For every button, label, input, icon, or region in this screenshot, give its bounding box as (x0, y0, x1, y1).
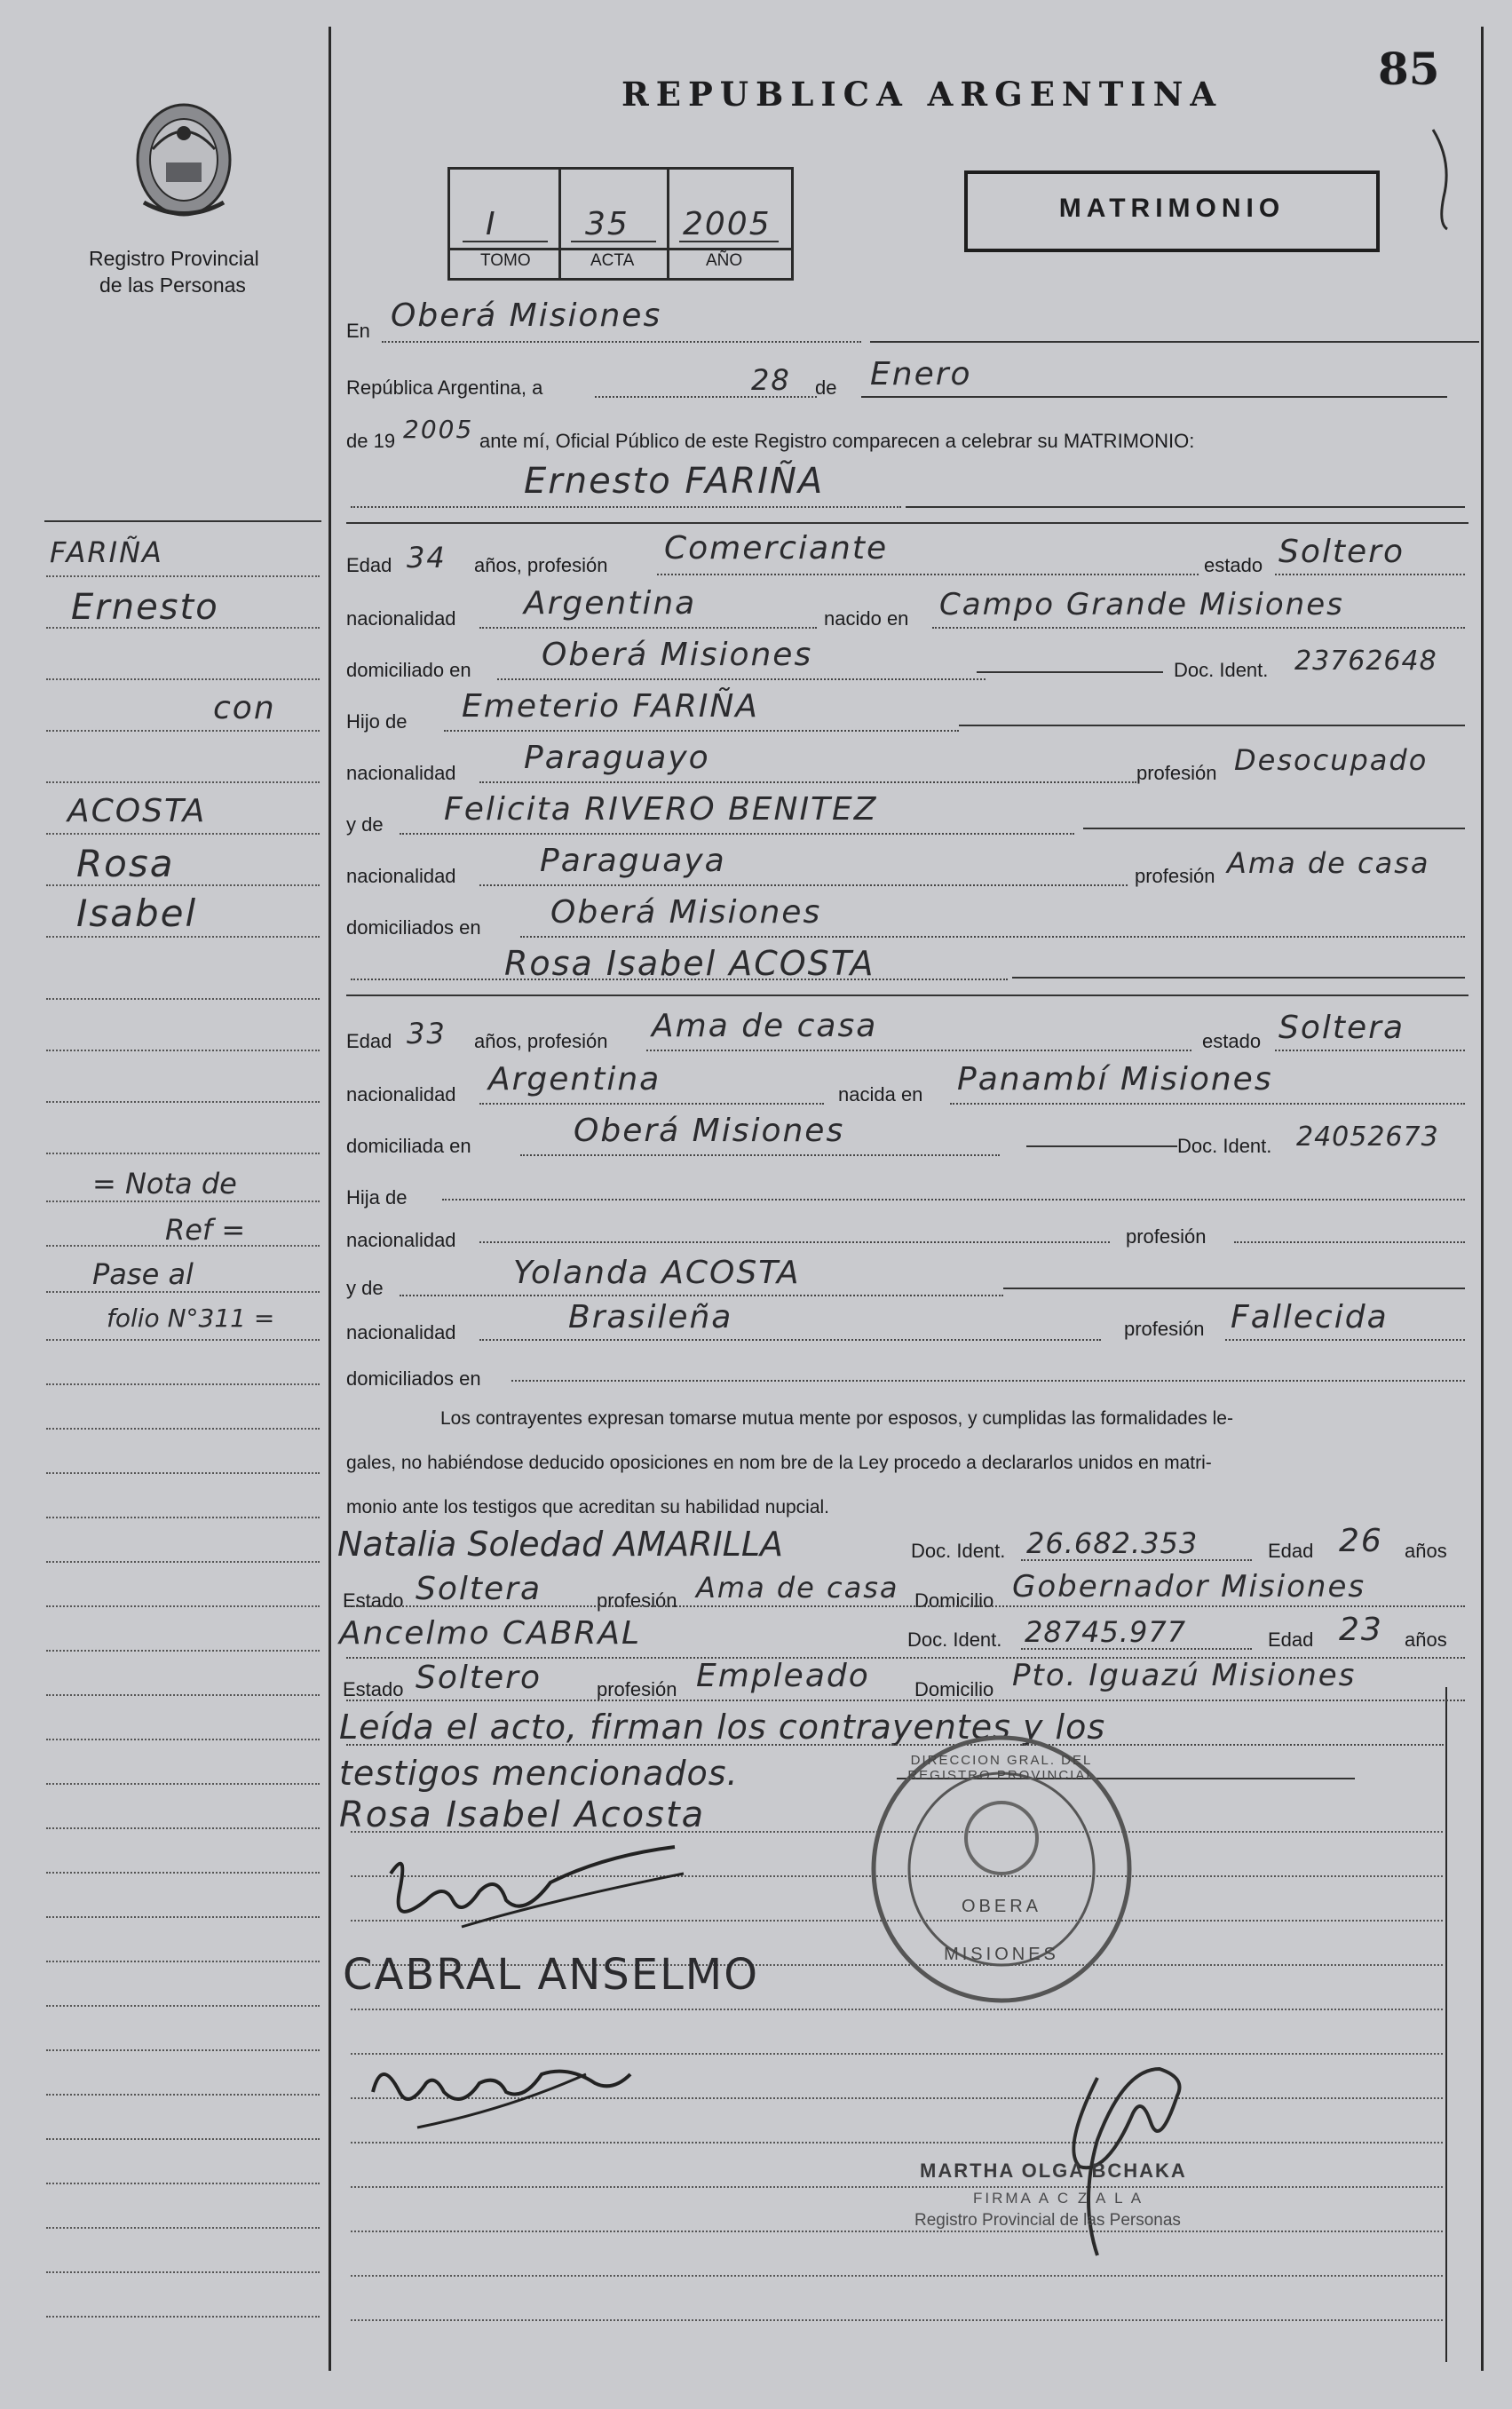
bride-hija-label: Hija de (346, 1186, 408, 1208)
declaration-line1: Los contrayentes expresan tomarse mutua mente por esposos, y cumplidas las formalidades le- (440, 1408, 1233, 1429)
bride-profesion-label: años, profesión (474, 1030, 608, 1052)
groom-profesion-value: Comerciante (664, 530, 889, 567)
witness2-estado-value: Soltero (416, 1660, 542, 1696)
bride-mother-nac-label: nacionalidad (346, 1321, 456, 1343)
groom-estado-value: Soltero (1278, 534, 1405, 570)
witness2-domicilio-value: Pto. Iguazú Misiones (1012, 1658, 1357, 1693)
bride-edad-value: 33 (407, 1017, 447, 1050)
closing-line2: testigos mencionados. (339, 1754, 739, 1793)
witness1-profesion-label: profesión (597, 1589, 677, 1612)
groom-mother-prof-label: profesión (1135, 865, 1215, 887)
margin-con: con (213, 690, 276, 726)
margin-bride-name2: Isabel (76, 891, 198, 935)
margin-bride-name1: Rosa (76, 842, 175, 885)
witness1-estado-label: Estado (343, 1589, 404, 1612)
left-margin-rule (44, 520, 321, 522)
bride-doc-label: Doc. Ident. (1177, 1135, 1272, 1157)
groom-domicilio-value: Oberá Misiones (542, 637, 813, 673)
groom-doc-value: 23762648 (1294, 646, 1437, 677)
groom-father-value: Emeterio FARIÑA (462, 688, 759, 725)
bride-y-de-label: y de (346, 1277, 384, 1299)
groom-doc-label: Doc. Ident. (1174, 659, 1269, 681)
margin-groom-surname: FARIÑA (50, 535, 163, 569)
tomo-value: I (486, 206, 497, 242)
declaration-line2: gales, no habiéndose deducido oposiciones en nom bre de la Ley procedo a declararlos unidos en matri- (346, 1453, 1212, 1473)
acta-label: ACTA (590, 251, 635, 270)
groom-estado-label: estado (1204, 554, 1263, 576)
month-value: Enero (870, 356, 972, 392)
bride-profesion-value: Ama de casa (652, 1008, 878, 1044)
en-label: En (346, 320, 370, 342)
page-corner-mark (1428, 126, 1460, 233)
bride-edad-label: Edad (346, 1030, 392, 1052)
witness2-edad-label: Edad (1268, 1628, 1314, 1651)
republica-label: República Argentina, a (346, 376, 543, 399)
bride-estado-value: Soltera (1278, 1010, 1405, 1046)
groom-edad-label: Edad (346, 554, 392, 576)
groom-father-prof-value: Desocupado (1234, 743, 1429, 777)
de-label: de (815, 376, 837, 399)
margin-note-line1: = Nota de (92, 1167, 237, 1201)
witness2-domicilio-label: Domicilio (914, 1678, 994, 1700)
witness1-domicilio-label: Domicilio (914, 1589, 994, 1612)
witness-signature-cabral: CABRAL ANSELMO (343, 1950, 759, 2000)
declaration-line3: monio ante los testigos que acreditan su habilidad nupcial. (346, 1497, 830, 1518)
bride-domicilio-value: Oberá Misiones (574, 1113, 845, 1149)
groom-mother-nac-value: Paraguaya (540, 843, 726, 879)
margin-bride-surname: ACOSTA (67, 793, 207, 829)
witness2-profesion-value: Empleado (696, 1658, 870, 1694)
bride-domiciliados-label: domiciliados en (346, 1367, 481, 1390)
margin-note-line4: folio N°311 = (107, 1304, 275, 1333)
witness1-doc-value: 26.682.353 (1026, 1526, 1199, 1560)
official-registry-stamp (868, 1731, 1135, 2007)
groom-nacido-value: Campo Grande Misiones (939, 587, 1344, 622)
bride-nacionalidad-label: nacionalidad (346, 1083, 456, 1105)
bride-doc-value: 24052673 (1296, 1121, 1439, 1153)
acta-value: 35 (585, 206, 629, 242)
official-registry: Registro Provincial de las Personas (914, 2211, 1181, 2230)
groom-nacionalidad-label: nacionalidad (346, 607, 456, 630)
bride-father-prof-label: profesión (1126, 1225, 1207, 1248)
witness2-anos-label: años (1405, 1628, 1447, 1651)
page-number: 85 (1378, 43, 1440, 95)
groom-profesion-label: años, profesión (474, 554, 608, 576)
year-value: 2005 (403, 415, 474, 444)
witness2-profesion-label: profesión (597, 1678, 677, 1700)
margin-groom-name: Ernesto (71, 587, 219, 628)
witness2-doc-value: 28745.977 (1025, 1615, 1187, 1649)
province-coat-of-arms (126, 96, 241, 229)
witness2-estado-label: Estado (343, 1678, 404, 1700)
bride-full-name: Rosa Isabel ACOSTA (504, 944, 875, 983)
witness1-estado-value: Soltera (416, 1571, 542, 1607)
bride-mother-nac-value: Brasileña (568, 1299, 733, 1335)
day-value: 28 (751, 363, 791, 397)
groom-father-prof-label: profesión (1136, 762, 1217, 784)
bride-mother-prof-label: profesión (1124, 1318, 1205, 1340)
bride-domiciliada-label: domiciliada en (346, 1135, 471, 1157)
margin-note-line2: Ref = (165, 1213, 246, 1247)
stamp-center-line1: OBERA (961, 1897, 1042, 1916)
witness1-profesion-value: Ama de casa (696, 1571, 899, 1605)
left-column-divider (329, 27, 331, 2371)
groom-y-de-label: y de (346, 813, 384, 836)
ante-text: ante mí, Oficial Público de este Registro comparecen a celebrar su MATRIMONIO: (479, 430, 1195, 452)
record-number-box (447, 167, 794, 281)
witness2-doc-label: Doc. Ident. (907, 1628, 1002, 1651)
witness1-anos-label: años (1405, 1540, 1447, 1562)
registry-name-line1: Registro Provincial (89, 247, 259, 270)
inner-right-line (1445, 1687, 1447, 2362)
bride-nacida-value: Panambí Misiones (957, 1061, 1273, 1098)
witness1-doc-label: Doc. Ident. (911, 1540, 1006, 1562)
groom-domiciliados-label: domiciliados en (346, 916, 481, 939)
stamp-ring-text: DIRECCION GRAL. DEL REGISTRO PROVINCIAL (907, 1753, 1096, 1783)
witness2-edad-value: 23 (1339, 1612, 1383, 1648)
groom-domiciliado-label: domiciliado en (346, 659, 471, 681)
witness2-name: Ancelmo CABRAL (339, 1615, 642, 1652)
groom-signature (373, 1838, 693, 1945)
witness1-edad-label: Edad (1268, 1540, 1314, 1562)
bride-mother-value: Yolanda ACOSTA (513, 1255, 801, 1291)
groom-parents-domicilio-value: Oberá Misiones (550, 894, 822, 931)
groom-father-nac-value: Paraguayo (524, 740, 710, 776)
bride-father-nac-label: nacionalidad (346, 1229, 456, 1251)
groom-nacido-label: nacido en (824, 607, 909, 630)
country-title: REPUBLICA ARGENTINA (621, 75, 1223, 114)
official-signature (1044, 2042, 1204, 2264)
tomo-label: TOMO (480, 251, 531, 270)
margin-note-line3: Pase al (92, 1257, 194, 1291)
closing-line1: Leída el acto, firman los contrayentes y los (339, 1708, 1106, 1747)
groom-full-name: Ernesto FARIÑA (524, 461, 825, 502)
bride-nacionalidad-value: Argentina (488, 1061, 661, 1098)
groom-mother-prof-value: Ama de casa (1227, 846, 1430, 880)
groom-hijo-label: Hijo de (346, 710, 408, 733)
stamp-center-line2: MISIONES (944, 1945, 1059, 1964)
bride-estado-label: estado (1202, 1030, 1262, 1052)
groom-mother-value: Felicita RIVERO BENITEZ (444, 791, 878, 828)
record-type-box (964, 170, 1380, 252)
groom-edad-value: 34 (407, 541, 447, 575)
witness-signature-amarilla (364, 2039, 648, 2136)
witness1-name: Natalia Soledad AMARILLA (337, 1525, 784, 1564)
groom-mother-nac-label: nacionalidad (346, 865, 456, 887)
witness1-domicilio-value: Gobernador Misiones (1012, 1569, 1366, 1605)
right-border-line (1481, 27, 1484, 2371)
witness1-edad-value: 26 (1339, 1523, 1383, 1559)
bride-mother-prof-value: Fallecida (1231, 1299, 1389, 1335)
place-value: Oberá Misiones (391, 297, 662, 334)
official-title: FIRMA A C Z A L A (973, 2190, 1144, 2207)
bride-signature: Rosa Isabel Acosta (339, 1795, 706, 1835)
record-type-label: MATRIMONIO (1058, 194, 1286, 223)
de-year-prefix: de 19 (346, 430, 396, 452)
groom-nacionalidad-value: Argentina (524, 585, 697, 622)
registry-name-line2: de las Personas (99, 273, 246, 297)
official-name: MARTHA OLGA BCHAKA (920, 2159, 1187, 2182)
groom-father-nac-label: nacionalidad (346, 762, 456, 784)
ano-label: AÑO (706, 251, 743, 270)
ano-value: 2005 (683, 206, 772, 242)
bride-nacida-label: nacida en (838, 1083, 923, 1105)
